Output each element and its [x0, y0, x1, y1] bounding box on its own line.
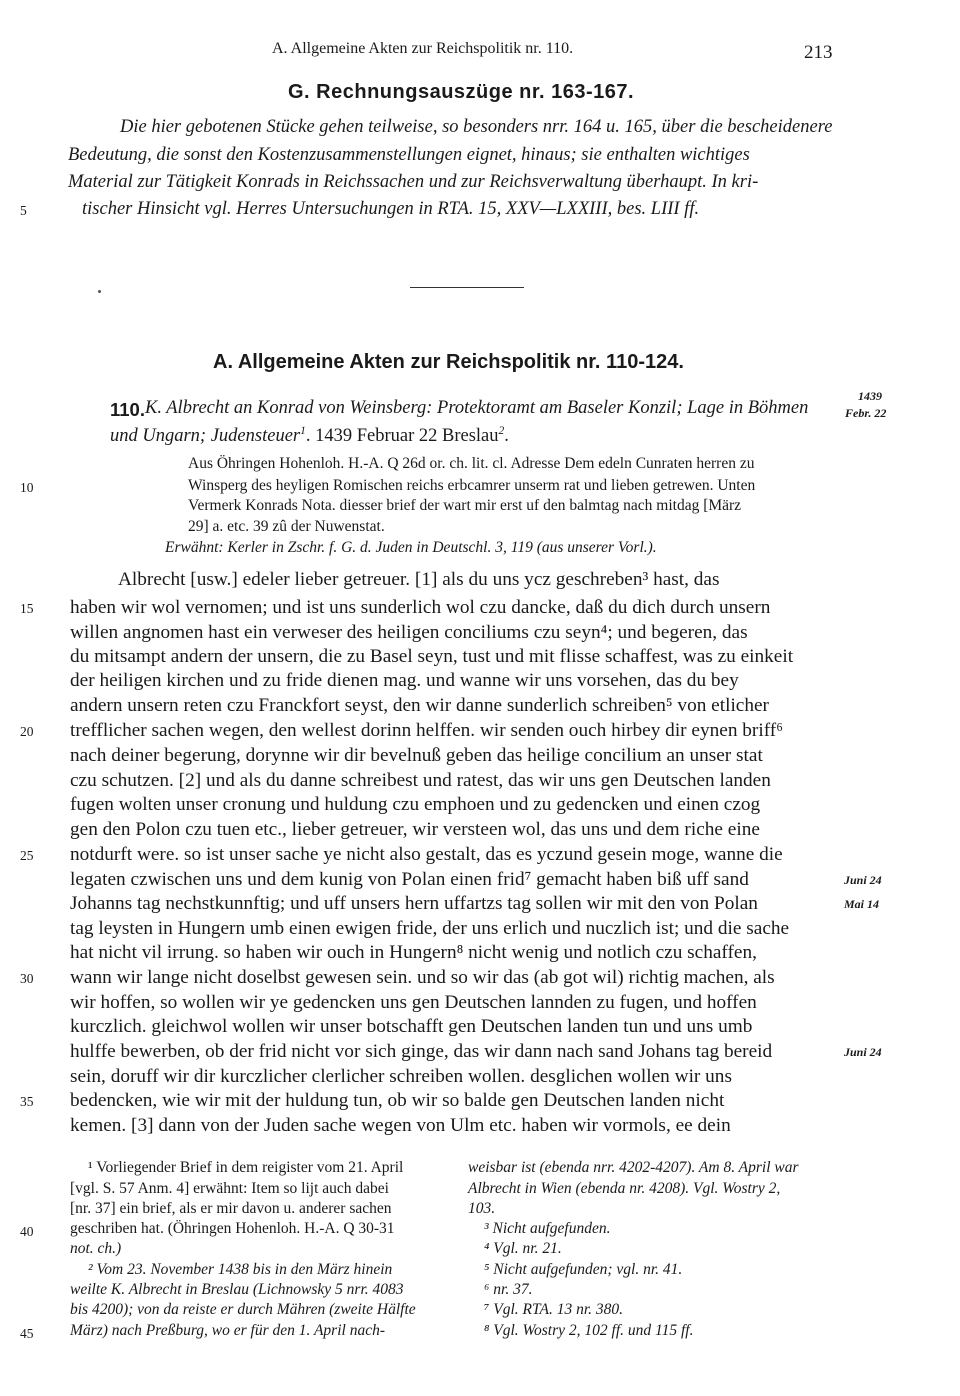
stray-mark [98, 290, 101, 293]
body-line: fugen wolten unser cronung und huldung czu emphoen und zu gedencken und einen czog [70, 794, 761, 815]
source-line: Winsperg des heyligen Romischen reichs erbcamrer unserm rat und lieben getrewen. Unten [188, 477, 756, 494]
body-line: wir hoffen, so wollen wir ye gedencken uns gen Deutschen lannden zu fugen, und hoffen [70, 992, 757, 1013]
document-heading-2: und Ungarn; Judensteuer$^1$. 1439 Februar 22 Breslau$^2$. [110, 424, 509, 446]
body-line: willen angnomen hast ein verweser des heiligen conciliums czu seyn⁴; und begeren, das [70, 622, 748, 643]
line-number: 35 [20, 1094, 34, 1109]
footnote-line: ⁴ Vgl. nr. 21. [484, 1240, 562, 1257]
line-number: 25 [20, 848, 34, 863]
body-line: bedencken, wie wir mit der huldung tun, ob wir so balde gen Deutschen landen nicht [70, 1090, 725, 1111]
line-number: 15 [20, 601, 34, 616]
section-title: G. Rechnungsauszüge nr. 163-167. [288, 81, 635, 103]
footnote-line: März) nach Preßburg, wo er für den 1. April nach- [70, 1322, 385, 1339]
body-line: sein, doruff wir dir kurczlicher clerlicher schreiben wollen. desglichen wollen wir uns [70, 1066, 732, 1087]
body-line: hulffe bewerben, ob der frid nicht vor sich ginge, das wir dann nach sand Johans tag bereid [70, 1041, 773, 1062]
line-number: 10 [20, 480, 34, 495]
footnote-line: geschriben hat. (Öhringen Hohenloh. H.-A. Q 30-31 [70, 1220, 395, 1237]
body-line: notdurft were. so ist unser sache ye nicht also gestalt, das es yczund gesein moge, wanne die [70, 844, 783, 865]
body-line: andern unsern reten czu Franckfort seyst, den wir danne sunderlich schreiben⁵ von etlicher [70, 695, 769, 716]
line-number: 5 [20, 203, 27, 218]
footnote-line: ⁷ Vgl. RTA. 13 nr. 380. [484, 1301, 624, 1318]
body-line: haben wir wol vernomen; und ist uns sunderlich wol czu dancke, daß du dich durch unsern [70, 597, 771, 618]
footnote-line: ⁶ nr. 37. [484, 1281, 533, 1298]
body-line: nach deiner begerung, dorynne wir dir bevelnuß geben das heilige concilium an unser stat [70, 745, 763, 766]
body-line: trefflicher sachen wegen, den wellest dorinn helffen. wir senden ouch hirbey dir eynen briff⁶ [70, 720, 783, 741]
document-number: 110. [110, 399, 145, 420]
line-number: 30 [20, 971, 34, 986]
footnote-line: ⁸ Vgl. Wostry 2, 102 ff. und 115 ff. [484, 1322, 694, 1339]
footnote-line: ³ Nicht aufgefunden. [484, 1220, 611, 1237]
footnote-line: bis 4200); von da reiste er durch Mähren (zweite Hälfte [70, 1301, 416, 1318]
running-title: A. Allgemeine Akten zur Reichspolitik nr. 110. [272, 40, 574, 57]
body-line: tag leysten in Hungern umb einen ewigen fride, der uns erlich und nuczlich ist; und die sache [70, 918, 790, 939]
footnote-line: 103. [468, 1200, 496, 1217]
body-line: kurczlich. gleichwol wollen wir unser botschafft gen Deutschen landen tun und uns umb [70, 1016, 753, 1037]
body-line: gen den Polon czu tuen etc., lieber getreuer, wir versteen wol, das uns und dem riche eine [70, 819, 760, 840]
margin-year: 1439 [858, 389, 882, 403]
intro-line: Material zur Tätigkeit Konrads in Reichssachen und zur Reichsverwaltung überhaupt. In kri- [68, 172, 759, 192]
intro-line: Die hier gebotenen Stücke gehen teilweise, so besonders nrr. 164 u. 165, über die bescheidenere [120, 117, 833, 137]
body-line: kemen. [3] dann von der Juden sache wegen von Ulm etc. haben wir vormols, ee dein [70, 1115, 731, 1136]
document-heading: K. Albrecht an Konrad von Weinsberg: Protektoramt am Baseler Konzil; Lage in Böhmen [145, 398, 809, 418]
body-line: der heiligen kirchen und zu fride dienen mag. und wanne wir uns vorsehen, das du bey [70, 670, 739, 691]
line-number: 40 [20, 1224, 34, 1239]
body-line: hat nicht vil irrung. so haben wir ouch in Hungern⁸ nicht wenig und notlich czu schaffen, [70, 942, 757, 963]
margin-date: Juni 24 [844, 873, 882, 887]
source-line: 29] a. etc. 39 zû der Nuwenstat. [188, 518, 385, 535]
footnote-line: ⁵ Nicht aufgefunden; vgl. nr. 41. [484, 1261, 683, 1278]
footnote-line: weilte K. Albrecht in Breslau (Lichnowsky 5 nrr. 4083 [70, 1281, 404, 1298]
footnote-line: ¹ Vorliegender Brief in dem reigister vom 21. April [88, 1159, 404, 1176]
intro-line: Bedeutung, die sonst den Kostenzusammenstellungen eignet, hinaus; sie enthalten wichtiges [68, 145, 750, 165]
page-number: 213 [804, 42, 833, 63]
body-line: Johanns tag nechstkunnftig; und uff unsers hern uffartzs tag sollen wir mit den von Polan [70, 893, 758, 914]
body-line: wann wir lange nicht doselbst gewesen sein. und so wir das (ab got wil) richtig machen, als [70, 967, 775, 988]
margin-date: Juni 24 [844, 1045, 882, 1059]
part-title: A. Allgemeine Akten zur Reichspolitik nr. 110-124. [213, 351, 684, 373]
line-number: 45 [20, 1326, 34, 1341]
footnote-line: ² Vom 23. November 1438 bis in den März hinein [88, 1261, 393, 1278]
section-divider [410, 287, 524, 288]
footnote-line: not. ch.) [70, 1240, 122, 1257]
body-line: czu schutzen. [2] und als du danne schreibest und ratest, das wir uns gen Deutschen landen [70, 770, 771, 791]
footnote-line: [vgl. S. 57 Anm. 4] erwähnt: Item so lijt auch dabei [70, 1180, 389, 1197]
line-number: 20 [20, 724, 34, 739]
footnote-line: weisbar ist (ebenda nrr. 4202-4207). Am 8. April war [468, 1159, 799, 1176]
margin-date: Mai 14 [844, 897, 880, 911]
intro-line: tischer Hinsicht vgl. Herres Untersuchungen in RTA. 15, XXV—LXXIII, bes. LIII ff. [82, 199, 700, 219]
source-line: Aus Öhringen Hohenloh. H.-A. Q 26d or. ch. lit. cl. Adresse Dem edeln Cunraten herren zu [188, 455, 755, 472]
mention-line: Erwähnt: Kerler in Zschr. f. G. d. Juden in Deutschl. 3, 119 (aus unserer Vorl.). [165, 539, 657, 556]
body-line: du mitsampt andern der unsern, die zu Basel seyn, tust und mit flisse schaffest, was zu einkeit [70, 646, 794, 667]
margin-date: Febr. 22 [845, 406, 887, 420]
footnote-line: Albrecht in Wien (ebenda nr. 4208). Vgl. Wostry 2, [468, 1180, 781, 1197]
body-line: Albrecht [usw.] edeler lieber getreuer. [1] als du uns ycz geschreben³ hast, das [118, 569, 720, 590]
body-line: legaten czwischen uns und dem kunig von Polan einen frid⁷ gemacht haben biß uff sand [70, 869, 749, 890]
source-line: Vermerk Konrads Nota. diesser brief der wart mir erst uf den balmtag nach mitdag [März [188, 497, 742, 514]
footnote-line: [nr. 37] ein brief, als er mir davon u. anderer sachen [70, 1200, 392, 1217]
